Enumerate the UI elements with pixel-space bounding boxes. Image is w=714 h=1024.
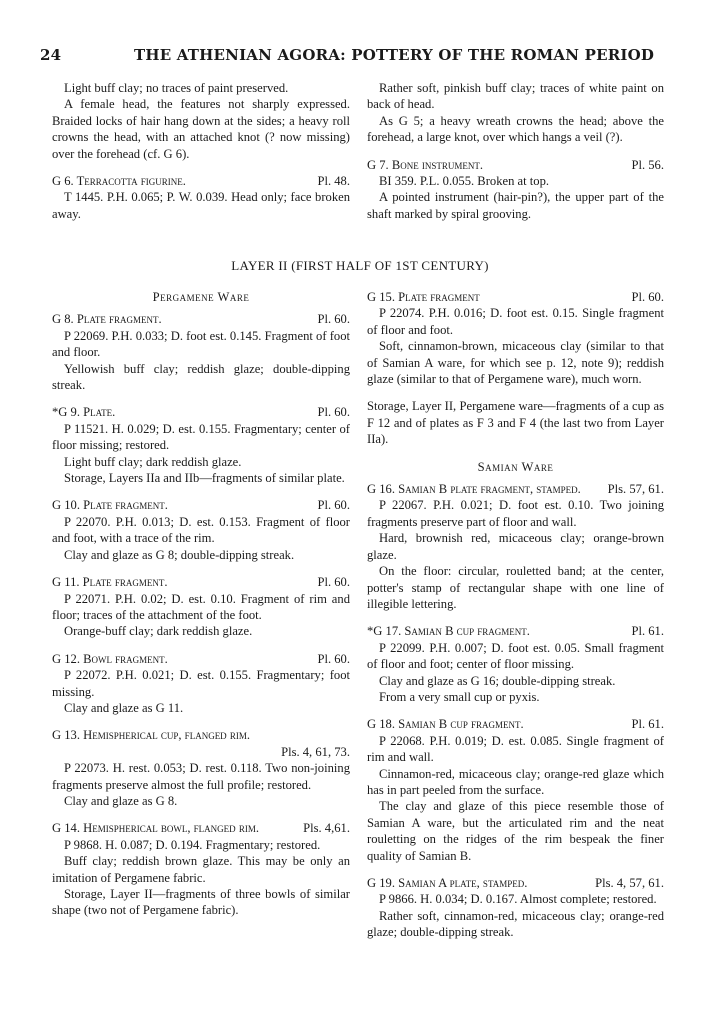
paragraph: From a very small cup or pyxis.: [379, 689, 540, 704]
top-left-column: [52, 80, 350, 222]
plate-ref: Pl. 56.: [631, 157, 664, 172]
paragraph: Clay and glaze as G 8.: [64, 793, 178, 808]
paragraph: Storage, Layers IIa and IIb—fragments of similar plate.: [64, 471, 345, 486]
paragraph: A pointed instrument (hair-pin?), the upper part of the shaft marked by spiral grooving.: [367, 190, 664, 221]
plate-ref: Pl. 48.: [317, 174, 350, 189]
entry-title-g6: [52, 173, 350, 189]
paragraph: P 22099. P.H. 0.007; D. foot est. 0.05. Small fragment of floor and foot; center of floor missing.: [367, 640, 664, 672]
plate-ref: Pl. 60.: [317, 651, 350, 666]
paragraph: P 11521. H. 0.029; D. est. 0.155. Fragmentary; center of floor missing; restored.: [52, 421, 350, 453]
entry-title-g8: [52, 311, 350, 327]
paragraph: Clay and glaze as G 11.: [64, 700, 184, 715]
paragraph: P 22071. P.H. 0.02; D. est. 0.10. Fragment of rim and floor; traces of the attachment of the foot.: [52, 591, 350, 622]
entry-label: G 15. Plate fragment: [367, 290, 480, 304]
page-number: 24: [40, 46, 62, 64]
entry-title-g15: [367, 289, 664, 305]
plate-ref: Pls. 4,61.: [303, 821, 350, 836]
paragraph: P 22069. P.H. 0.033; D. foot est. 0.145. Fragment of foot and floor.: [52, 328, 350, 360]
entry-label: G 19. Samian A plate, stamped.: [367, 876, 528, 890]
running-title: THE ATHENIAN AGORA: POTTERY OF THE ROMAN PERIOD: [134, 46, 655, 64]
paragraph: Clay and glaze as G 16; double-dipping streak.: [379, 673, 616, 688]
subheading-samian: Samian Ware: [477, 459, 554, 474]
entry-title-g7: [367, 157, 664, 173]
paragraph: BI 359. P.L. 0.055. Broken at top.: [379, 174, 550, 189]
entry-title-g10: [52, 497, 350, 513]
entry-label: G 16. Samian B plate fragment, stamped.: [367, 482, 581, 497]
entry-title-g16: [367, 481, 664, 497]
entry-label: G 7. Bone instrument.: [367, 157, 484, 172]
paragraph: Soft, cinnamon-brown, micaceous clay (similar to that of Samian A ware, for which see p. 12, note 9); reddish glaze (similar to that of Pergamene ware), much worn.: [367, 339, 664, 387]
paragraph: As G 5; a heavy wreath crowns the head; above the forehead, a large knot, over which hangs a veil (?).: [367, 113, 664, 145]
paragraph: On the floor: circular, rouletted band; at the center, potter's stamp of rectangular shape with one line of illegible lettering.: [367, 564, 664, 611]
plate-ref: Pls. 4, 57, 61.: [595, 876, 664, 890]
top-right-column: [367, 80, 664, 222]
entry-title-g14: [52, 820, 350, 836]
paragraph: P 22072. P.H. 0.021; D. est. 0.155. Fragmentary; foot missing.: [52, 668, 350, 699]
paragraph: Storage, Layer II—fragments of three bowls of similar shape (two not of Pergamene fabric).: [52, 887, 350, 918]
right-column: [367, 289, 664, 941]
entry-label: G 12. Bowl fragment.: [52, 651, 168, 666]
entry-title-g17: [367, 623, 664, 639]
plate-ref: Pl. 61.: [631, 624, 664, 639]
paragraph: P 22067. P.H. 0.021; D. foot est. 0.10. Two joining fragments preserve part of floor and wall.: [367, 498, 664, 529]
entry-label: G 6. Terracotta figurine.: [52, 174, 186, 189]
paragraph: P 22073. H. rest. 0.053; D. rest. 0.118. Two non-joining fragments preserve almost the full profile; restored.: [52, 761, 350, 792]
subheading-pergamene: Pergamene Ware: [152, 290, 250, 304]
paragraph: Cinnamon-red, micaceous clay; orange-red glaze which has in part peeled from the surface.: [367, 766, 664, 797]
paragraph: P 22074. P.H. 0.016; D. foot est. 0.15. Single fragment of floor and foot.: [367, 306, 664, 337]
paragraph: P 22068. P.H. 0.019; D. est. 0.085. Single fragment of rim and wall.: [367, 733, 664, 765]
paragraph: Storage, Layer II, Pergamene ware—fragments of a cup as F 12 and of plates as F 3 and F 4 (the last two from Layer IIa).: [367, 399, 664, 447]
paragraph: P 9868. H. 0.087; D. 0.194. Fragmentary; restored.: [64, 837, 321, 852]
paragraph: Rather soft, pinkish buff clay; traces of white paint on back of head.: [367, 81, 664, 112]
entry-label: G 18. Samian B cup fragment.: [367, 717, 524, 732]
entry-title-g18: [367, 716, 664, 732]
plate-ref: Pls. 4, 61, 73.: [281, 744, 350, 759]
paragraph: Clay and glaze as G 8; double-dipping streak.: [64, 547, 295, 562]
paragraph: Yellowish buff clay; reddish glaze; double-dipping streak.: [52, 361, 350, 393]
paragraph: T 1445. P.H. 0.065; P. W. 0.039. Head only; face broken away.: [52, 190, 350, 221]
plate-ref: Pl. 60.: [317, 405, 350, 420]
plate-ref: Pl. 60.: [317, 498, 350, 513]
entry-title-g13: [52, 727, 350, 743]
entry-title-g9: [52, 404, 350, 420]
plate-ref: Pls. 57, 61.: [607, 482, 664, 497]
paragraph: A female head, the features not sharply expressed. Braided locks of hair hang down at the sides; a heavy roll crowns the head, with an attached knot (? now missing) over the forehead (cf. G 6).: [52, 97, 350, 161]
paragraph: Hard, brownish red, micaceous clay; orange-brown glaze.: [367, 531, 664, 562]
paragraph: Rather soft, cinnamon-red, micaceous clay; orange-red glaze; double-dipping streak.: [367, 908, 664, 940]
plate-ref: Pl. 60.: [317, 575, 350, 590]
section-heading: LAYER II (FIRST HALF OF 1ST CENTURY): [231, 258, 489, 273]
paragraph: The clay and glaze of this piece resemble those of Samian A ware, but the articulated rim and the neat rouletting on the ridges of the rim bespeak the finer quality of Samian B.: [367, 799, 664, 863]
entry-label: G 8. Plate fragment.: [52, 312, 162, 327]
entry-label: *G 17. Samian B cup fragment.: [367, 624, 530, 639]
entry-label: G 11. Plate fragment.: [52, 575, 168, 590]
plate-ref: Pl. 61.: [631, 717, 664, 732]
entry-label: G 10. Plate fragment.: [52, 498, 168, 513]
paragraph: Light buff clay; dark reddish glaze.: [64, 454, 242, 469]
entry-title-g12: [52, 651, 350, 667]
entry-label: *G 9. Plate.: [52, 405, 116, 420]
paragraph: Orange-buff clay; dark reddish glaze.: [64, 624, 253, 639]
paragraph: P 9866. H. 0.034; D. 0.167. Almost complete; restored.: [379, 892, 657, 907]
plate-ref: Pl. 60.: [317, 312, 350, 327]
entry-title-g11: [52, 574, 350, 590]
paragraph: Light buff clay; no traces of paint preserved.: [64, 81, 289, 95]
left-column: [52, 289, 350, 919]
entry-label: G 13. Hemispherical cup, flanged rim.: [52, 728, 250, 743]
entry-label: G 14. Hemispherical bowl, flanged rim.: [52, 821, 259, 836]
paragraph: Buff clay; reddish brown glaze. This may be only an imitation of Pergamene fabric.: [52, 854, 350, 885]
paragraph: P 22070. P.H. 0.013; D. est. 0.153. Fragment of floor and foot, with a trace of the rim.: [52, 514, 350, 546]
plate-ref: Pl. 60.: [631, 290, 664, 304]
entry-title-g19: [367, 875, 664, 891]
